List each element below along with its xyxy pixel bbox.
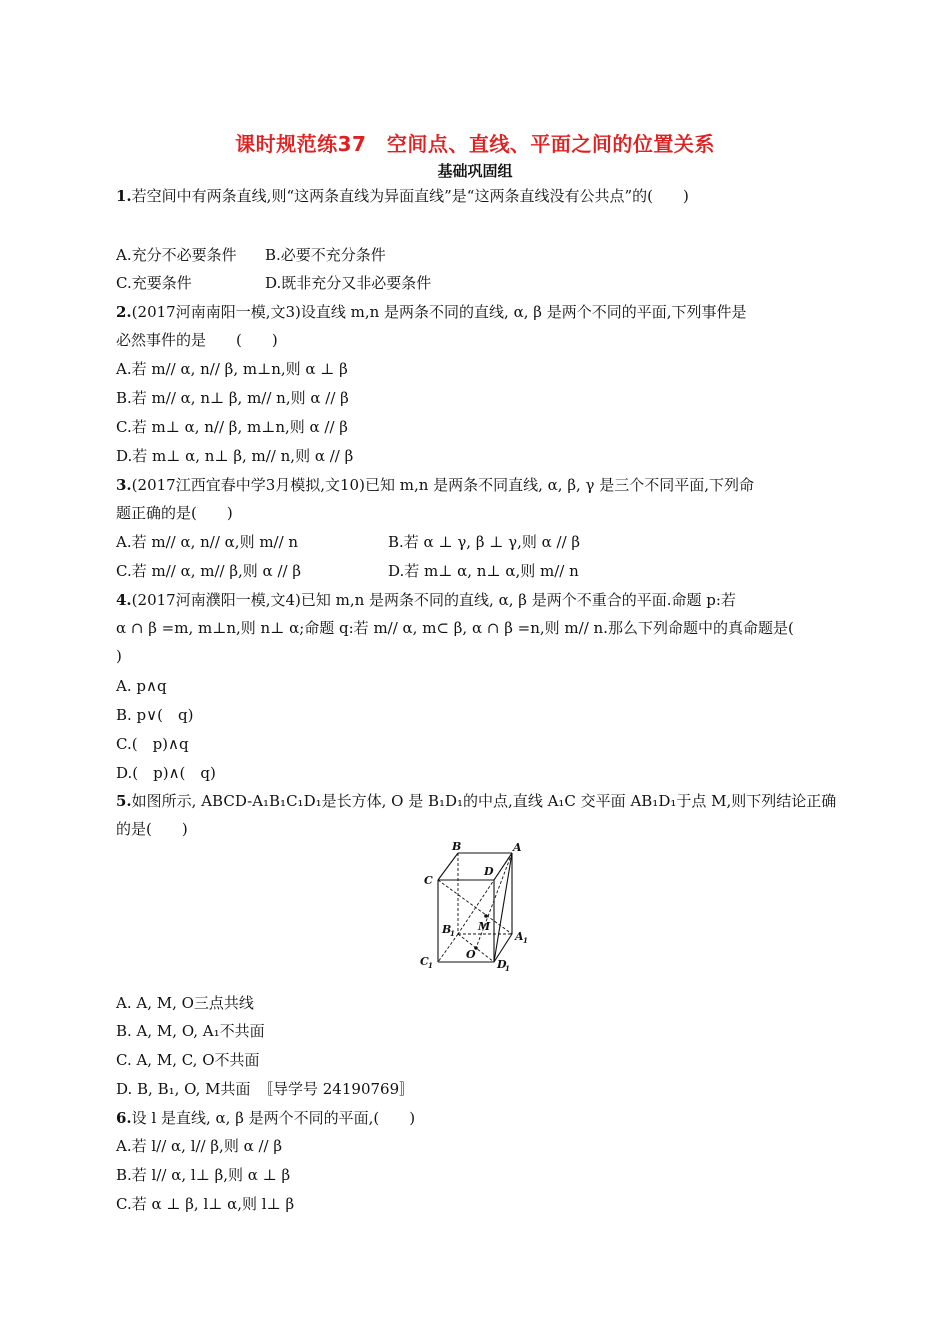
question-5-reference: 〚导学号 24190769〛: [258, 1080, 415, 1098]
question-1-option-c: C.充要条件: [116, 274, 192, 292]
question-4-stem-end: ): [116, 647, 122, 665]
label-a1: A: [515, 930, 524, 943]
question-2-option-d: D.若 m⊥ α, n⊥ β, m// n,则 α // β: [116, 447, 354, 465]
question-3-option-d: D.若 m⊥ α, n⊥ α,则 m// n: [388, 562, 579, 580]
question-3-stem: 3.(2017江西宜春中学3月模拟,文10)已知 m,n 是两条不同直线, α, β, γ 是三个不同平面,下列命: [116, 476, 755, 494]
question-4-option-c: C.( p)∧q: [116, 735, 189, 753]
label-d: D: [484, 865, 494, 878]
question-1-option-b: B.必要不充分条件: [265, 246, 386, 264]
question-3-stem-cont: 题正确的是( ): [116, 504, 233, 522]
question-2-option-c: C.若 m⊥ α, n// β, m⊥n,则 α // β: [116, 418, 348, 436]
question-4-option-d: D.( p)∧( q): [116, 764, 216, 782]
question-3-option-a: A.若 m// α, n// α,则 m// n: [116, 533, 299, 551]
question-6-option-a: A.若 l// α, l// β,则 α // β: [116, 1137, 283, 1155]
question-5-option-a: A. A, M, O三点共线: [116, 994, 254, 1012]
question-1-option-d: D.既非充分又非必要条件: [265, 274, 432, 292]
question-2-option-b: B.若 m// α, n⊥ β, m// n,则 α // β: [116, 389, 349, 407]
question-1-option-a: A.充分不必要条件: [116, 246, 237, 264]
question-2-stem: 2.(2017河南南阳一模,文3)设直线 m,n 是两条不同的直线, α, β 是两个不同的平面,下列事件是: [116, 303, 747, 321]
question-5-option-c: C. A, M, C, O不共面: [116, 1051, 260, 1069]
question-4-stem: 4.(2017河南濮阳一模,文4)已知 m,n 是两条不同的直线, α, β 是两个不重合的平面.命题 p:若: [116, 591, 736, 609]
section-subtitle: 基础巩固组: [437, 162, 513, 180]
label-b1: B: [442, 923, 452, 936]
label-a: A: [513, 841, 522, 854]
question-1-stem: 1.若空间中有两条直线,则“这两条直线为异面直线”是“这两条直线没有公共点”的( ): [116, 187, 689, 205]
question-2-option-a: A.若 m// α, n// β, m⊥n,则 α ⊥ β: [116, 360, 348, 378]
question-2-stem-cont: 必然事件的是 ( ): [116, 331, 278, 349]
label-b: B: [452, 840, 462, 853]
label-c1-sub: 1: [428, 961, 433, 970]
label-b1-sub: 1: [450, 929, 455, 938]
question-6-option-b: B.若 l// α, l⊥ β,则 α ⊥ β: [116, 1166, 291, 1184]
page-title: 课时规范练37 空间点、直线、平面之间的位置关系: [235, 132, 715, 156]
label-d1: D: [497, 958, 507, 971]
label-c1: C: [420, 955, 429, 968]
question-6-option-c: C.若 α ⊥ β, l⊥ α,则 l⊥ β: [116, 1195, 295, 1213]
question-4-option-a: A. p∧q: [116, 677, 167, 695]
question-4-option-b: B. p∨( q): [116, 706, 194, 724]
question-5-option-d: D. B, B₁, O, M共面: [116, 1080, 251, 1098]
question-5-stem: 5.如图所示, ABCD-A₁B₁C₁D₁是长方体, O 是 B₁D₁的中点,直线 A₁C 交平面 AB₁D₁于点 M,则下列结论正确: [116, 792, 837, 810]
question-3-option-b: B.若 α ⊥ γ, β ⊥ γ,则 α // β: [388, 533, 581, 551]
label-m: M: [478, 920, 491, 933]
label-a1-sub: 1: [523, 936, 528, 945]
question-4-stem-cont: α ∩ β =m, m⊥n,则 n⊥ α;命题 q:若 m// α, m⊂ β, α ∩ β =n,则 m// n.那么下列命题中的真命题是(: [116, 619, 794, 637]
label-d1-sub: 1: [505, 964, 510, 973]
question-3-option-c: C.若 m// α, m// β,则 α // β: [116, 562, 301, 580]
label-o: O: [466, 948, 476, 961]
question-6-stem: 6.设 l 是直线, α, β 是两个不同的平面,( ): [116, 1109, 416, 1127]
question-5-option-b: B. A, M, O, A₁不共面: [116, 1022, 265, 1040]
cuboid-figure: [410, 838, 540, 973]
label-c: C: [424, 874, 433, 887]
question-5-stem-cont: 的是( ): [116, 820, 188, 838]
